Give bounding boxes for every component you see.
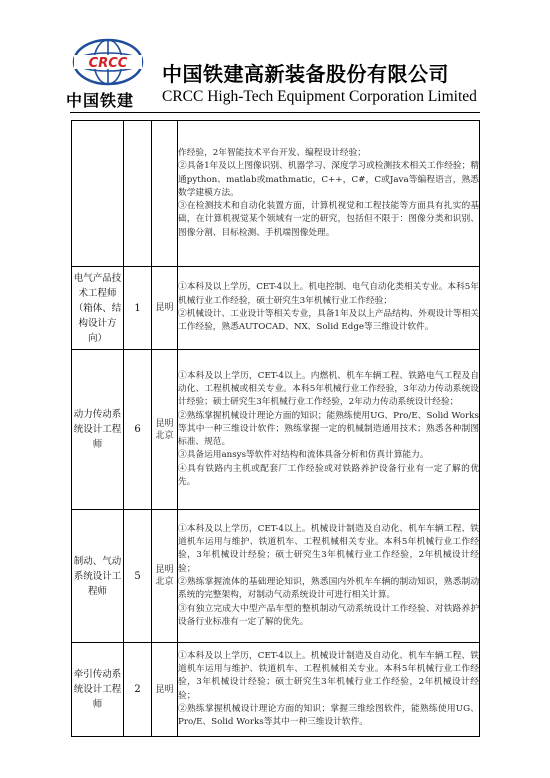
requirement-item: ③有独立完成大中型产品车型的整机制动气动系统设计工作经验、对铁路养护设备行业标准有一定了解的优先。: [178, 603, 479, 627]
headcount-cell: [124, 121, 152, 267]
requirement-item: 作经验，2年智能技术平台开发、编程设计经验；: [178, 147, 366, 158]
requirements-cell: [178, 510, 480, 643]
requirement-item: ③具备运用ansys等软件对结构和流体具备分析和仿真计算能力。: [178, 450, 429, 461]
table-row: [72, 643, 480, 737]
header-divider: [70, 112, 480, 113]
page-header: [0, 0, 550, 118]
requirement-item: ③在检测技术和自动化装置方面，计算机视觉和工程技能等方面具有扎实的基础，在计算机视觉某个领域有一定的研究，包括但不限于：图像分类和识别、图像分割、目标检测、手机端图像处理。: [178, 201, 479, 238]
headcount-cell: 2: [124, 643, 152, 737]
headcount-cell: 5: [124, 510, 152, 643]
location-cell: 昆明: [152, 643, 178, 737]
requirements-cell: [178, 267, 480, 350]
table-row: [72, 267, 480, 350]
location-cell: 昆明北京: [152, 350, 178, 510]
requirements-cell: [178, 121, 480, 267]
requirement-item: ①本科及以上学历，CET-4以上。机械设计制造及自动化、机车车辆工程、铁道机车运用与维护、铁道机车、工程机械相关专业。本科5年机械行业工作经验，3年机械设计经验；硕士研究生3年机械行业工作经验，2年机械设计经验；: [178, 650, 479, 701]
requirements-cell: [178, 643, 480, 737]
company-name-cn: 中国铁建高新装备股份有限公司: [162, 62, 449, 86]
headcount-cell: 1: [124, 267, 152, 350]
job-title-cell: [72, 121, 124, 267]
logo-wordmark: 中国铁建: [66, 91, 135, 110]
requirements-cell: [178, 350, 480, 510]
requirement-item: ②具备1年及以上图像识别、机器学习、深度学习或检测技术相关工作经验；精通python、matlab或mathmatic，C++，C#，C或Java等编程语言，熟悉数学建模方法。: [178, 161, 479, 198]
job-title-cell: 制动、气动系统设计工程师: [72, 510, 124, 643]
svg-text:CRCC: CRCC: [88, 56, 128, 71]
requirement-item: ②熟练掌握机械设计理论方面的知识；能熟练使用UG、Pro/E、Solid Works等其中一种三维设计软件；熟练掌握一定的机械制造通用技术；熟悉各种制图标准、规范。: [178, 410, 479, 448]
requirement-item: ④具有铁路内主机或配套厂工作经验或对铁路养护设备行业有一定了解的优先。: [178, 463, 479, 488]
requirement-item: ②熟练掌握机械设计理论方面的知识；掌握三维绘图软件，能熟练使用UG、Pro/E、Solid Works等其中一种三维设计软件。: [178, 703, 479, 728]
location-cell: 昆明北京: [152, 510, 178, 643]
requirement-item: ②机械设计、工业设计等相关专业，具备1年及以上产品结构、外观设计等相关工作经验，熟悉AUTOCAD、NX、Solid Edge等三维设计软件。: [178, 309, 479, 333]
requirement-item: ①本科及以上学历，CET-4以上。内燃机、机车车辆工程、铁路电气工程及自动化、工程机械或相关专业。本科5年机械行业工作经验，3年动力传动系统设计经验；硕士研究生3年机械行业工作经验，2年动力传动系统设计经验；: [178, 370, 479, 408]
table-row: [72, 121, 480, 267]
job-title-cell: 动力传动系统设计工程师: [72, 350, 124, 510]
table-row: [72, 510, 480, 643]
requirement-item: ①本科及以上学历，CET-4以上。机电控制、电气自动化类相关专业。本科5年机械行业工作经验，硕士研究生3年机械行业工作经验；: [178, 282, 479, 306]
location-cell: 昆明: [152, 267, 178, 350]
job-title-cell: 电气产品技术工程师（箱体、结构设计方向）: [72, 267, 124, 350]
requirement-item: ①本科及以上学历，CET-4以上。机械设计制造及自动化、机车车辆工程、铁道机车运用与维护、铁道机车、工程机械相关专业。本科5年机械行业工作经验，3年机械设计经验；硕士研究生3年机械行业工作经验，2年机械设计经验；: [178, 523, 479, 574]
job-title-cell: 牵引传动系统设计工程师: [72, 643, 124, 737]
job-requirements-table: [71, 120, 480, 737]
requirement-item: ②熟练掌握流体的基础理论知识，熟悉国内外机车车辆的制动知识，熟悉制动系统的完整架构，对制动气动系统设计可进行相关计算。: [178, 577, 479, 601]
location-cell: [152, 121, 178, 267]
headcount-cell: 6: [124, 350, 152, 510]
table-row: [72, 350, 480, 510]
company-name-en: CRCC High-Tech Equipment Corporation Limited: [162, 88, 477, 105]
